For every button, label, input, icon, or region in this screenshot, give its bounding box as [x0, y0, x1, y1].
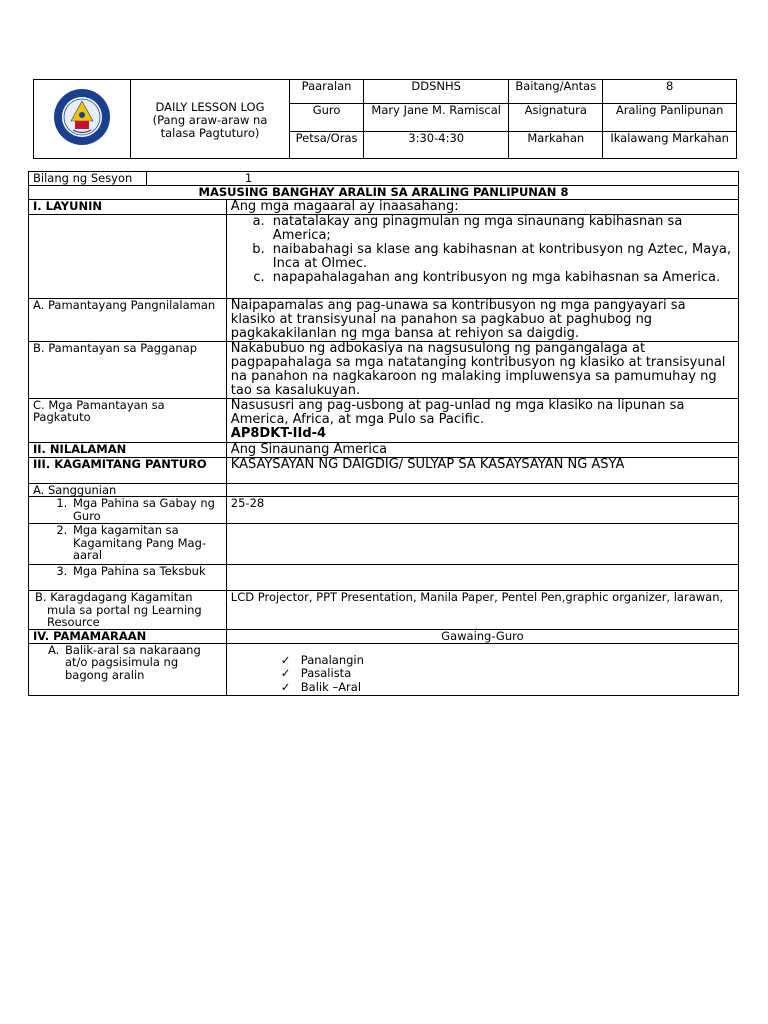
paaralan-value: DDSNHS	[364, 80, 509, 104]
kagamitang-panturo-value: KASAYSAYAN NG DAIGDIG/ SULYAP SA KASAYSAYAN NG ASYA	[226, 457, 738, 483]
pamantayan-sa-pagkatuto-value: Nasususri ang pag-usbong at pag-unlad ng mga klasiko na lipunan sa America, Africa, at mga Pulo sa Pacific.	[230, 397, 685, 427]
pamantayan-sa-pagkatuto-label: C. Mga Pamantayan sa Pagkatuto	[29, 398, 227, 442]
main-title: MASUSING BANGHAY ARALIN SA ARALING PANLIPUNAN 8	[29, 185, 739, 199]
checklist-item	[281, 654, 734, 668]
material-label-cell	[29, 565, 227, 591]
log-subtitle-line1: (Pang araw-araw na	[152, 112, 268, 127]
log-title: DAILY LESSON LOG	[155, 99, 265, 114]
objective-item: b. naibabahagi sa klase ang kabihasnan at kontribusyon ng Aztec, Maya, Inca at Olmec.	[269, 243, 734, 271]
material-list	[33, 565, 222, 578]
karagdagang-value: LCD Projector, PPT Presentation, Manila Paper, Pentel Pen,graphic organizer, larawan,	[226, 591, 738, 630]
petsa-label: Petsa/Oras	[290, 132, 364, 159]
paaralan-label: Paaralan	[290, 80, 364, 104]
session-label: Bilang ng Sesyon	[29, 172, 147, 186]
checklist	[231, 654, 734, 695]
checklist-item	[281, 681, 734, 695]
nilalaman-label: II. NILALAMAN	[29, 442, 227, 457]
checklist-item-text: Balik –Aral	[300, 679, 362, 694]
pamantayan-sa-pagganap-value: Nakabubuo ng adbokasiya na nagsusulong ng pangangalaga at pagpapahalaga sa mga natatanging kontribusyon ng klasiko at transisyunal na panahon na nagkakaroon ng malaking impluwensya sa pamumuhay ng tao sa kasalukuyan.	[226, 341, 738, 398]
material-label-cell	[29, 497, 227, 524]
log-title-cell	[131, 80, 290, 159]
pamantayang-pangnilalaman-value: Naipapamalas ang pag-unawa sa kontribusyon ng mga pangyayari sa klasiko at transisyunal na panahon sa pagkabuo at paghubog ng pagkakakilanlan ng mga bansa at rehiyon sa daigdig.	[226, 298, 738, 341]
baitang-label: Baitang/Antas	[509, 80, 603, 104]
competency-code: AP8DKT-IId-4	[230, 425, 327, 441]
nilalaman-value: Ang Sinaunang America	[226, 442, 738, 457]
checklist-item-text: Pasalista	[300, 666, 352, 680]
pamantayan-sa-pagganap-label: B. Pamantayan sa Pagganap	[29, 341, 227, 398]
balik-aral-label-cell	[29, 643, 227, 695]
markahan-label: Markahan	[509, 132, 603, 159]
checkmark-icon: ✓	[280, 679, 291, 694]
layunin-empty-label	[29, 214, 227, 298]
seal-cell	[34, 80, 131, 159]
material-label: 2. Mga kagamitan sa Kagamitang Pang Mag-aaral	[71, 524, 222, 562]
lesson-plan-table	[28, 171, 739, 696]
material-label: 1. Mga Pahina sa Gabay ng Guro	[71, 497, 222, 522]
pamamaraan-label: IV. PAMAMARAAN	[29, 630, 227, 644]
lesson-log-header	[33, 79, 737, 159]
objective-item: a. natatalakay ang pinagmulan ng mga sinaunang kabihasnan sa America;	[269, 215, 734, 243]
asignatura-value: Araling Panlipunan	[603, 104, 737, 132]
material-value	[226, 524, 738, 565]
pamantayang-pangnilalaman-label: A. Pamantayang Pangnilalaman	[29, 298, 227, 341]
material-value	[226, 565, 738, 591]
kagamitang-panturo-label: III. KAGAMITANG PANTURO	[29, 457, 227, 483]
layunin-items-cell	[226, 214, 738, 298]
layunin-intro: Ang mga magaaral ay inaasahang:	[226, 199, 738, 214]
material-label: 3. Mga Pahina sa Teksbuk	[71, 565, 222, 578]
gawaing-guro-header: Gawaing-Guro	[226, 630, 738, 644]
checklist-item-text: Panalangin	[300, 652, 364, 667]
material-value: 25-28	[226, 497, 738, 524]
balik-aral-label: A. Balik-aral sa nakaraang at/o pagsisimula ng bagong aralin	[63, 644, 222, 682]
markahan-value: Ikalawang Markahan	[603, 132, 737, 159]
baitang-value: 8	[603, 80, 737, 104]
checklist-item	[281, 667, 734, 681]
checkmark-icon: ✓	[280, 652, 291, 667]
layunin-label: I. LAYUNIN	[29, 199, 227, 214]
deped-seal-icon	[53, 88, 111, 146]
session-value: 1	[146, 172, 738, 186]
petsa-value: 3:30-4:30	[364, 132, 509, 159]
guro-value: Mary Jane M. Ramiscal	[364, 104, 509, 132]
asignatura-label: Asignatura	[509, 104, 603, 132]
guro-label: Guro	[290, 104, 364, 132]
balik-aral-list	[33, 644, 222, 682]
objectives-list	[231, 215, 734, 285]
material-label-cell	[29, 524, 227, 565]
balik-aral-activities	[226, 643, 738, 695]
checkmark-icon: ✓	[280, 666, 291, 680]
material-list	[33, 524, 222, 562]
log-subtitle-line2: talasa Pagtuturo)	[160, 125, 260, 140]
sanggunian-value	[226, 483, 738, 497]
objective-item: c. napapahalagahan ang kontribusyon ng mga kabihasnan sa America.	[269, 271, 734, 285]
karagdagang-label: B. Karagdagang Kagamitan mula sa portal ng Learning Resource	[29, 591, 227, 630]
sanggunian-label: A. Sanggunian	[29, 483, 227, 497]
material-list	[33, 497, 222, 522]
pamantayan-sa-pagkatuto-cell	[226, 398, 738, 442]
